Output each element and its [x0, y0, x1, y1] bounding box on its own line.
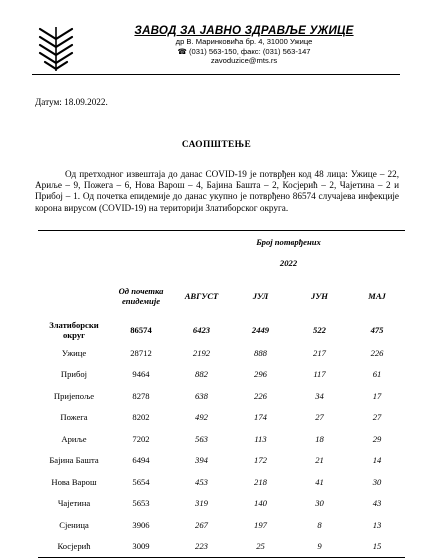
table-row — [38, 514, 405, 536]
table-column-header-row — [38, 274, 405, 318]
announcement-paragraph — [35, 169, 399, 214]
table-row — [38, 536, 405, 558]
value-cell: 563 — [195, 433, 208, 444]
value-cell: 21 — [315, 455, 324, 466]
table-row — [38, 428, 405, 450]
value-cell: 17 — [372, 390, 382, 401]
table-total-row — [38, 318, 405, 342]
value-cell: 267 — [195, 519, 208, 530]
table-year-row — [38, 253, 405, 275]
group-header-cell: Број потврђених — [256, 236, 321, 247]
value-cell: 226 — [370, 347, 384, 358]
value-cell: 28712 — [130, 347, 152, 358]
document-title: САОПШТЕЊЕ — [181, 140, 252, 150]
value-cell: 117 — [313, 369, 326, 380]
value-cell: 172 — [254, 455, 267, 466]
value-cell: 27 — [372, 412, 382, 423]
value-cell: 394 — [195, 455, 208, 466]
value-cell: 217 — [313, 347, 326, 358]
value-cell: 43 — [372, 498, 382, 509]
row-name-cell: Косјерић — [38, 536, 110, 558]
value-cell: 2449 — [251, 325, 270, 335]
table-row — [38, 471, 405, 493]
value-cell: 30 — [315, 498, 324, 509]
value-cell: 7202 — [132, 433, 150, 444]
row-name-cell: Пожега — [60, 412, 88, 423]
value-cell: 223 — [172, 536, 231, 558]
table-row — [38, 450, 405, 472]
row-name-cell: Сјеница — [59, 519, 89, 530]
value-cell: 30 — [372, 476, 382, 487]
value-cell: 27 — [315, 412, 324, 423]
value-cell: 3009 — [110, 536, 172, 558]
year-cell: 2022 — [279, 258, 298, 269]
col-header-month: АВГУСТ — [184, 291, 219, 301]
col-header-month: МАЈ — [368, 291, 386, 301]
cases-table — [38, 230, 405, 558]
col-header-month: ЈУЛ — [252, 291, 269, 301]
value-cell: 9464 — [132, 369, 150, 380]
row-name-cell: Бајина Башта — [49, 455, 99, 466]
value-cell: 492 — [195, 412, 208, 423]
value-cell: 8 — [317, 519, 322, 530]
value-cell: 475 — [370, 325, 384, 335]
table-row — [38, 493, 405, 515]
row-name-cell: Златиборски округ — [49, 320, 99, 340]
value-cell: 6494 — [132, 455, 150, 466]
value-cell: 218 — [254, 476, 267, 487]
institution-block — [90, 24, 398, 66]
table-row — [38, 342, 405, 364]
value-cell: 14 — [372, 455, 382, 466]
value-cell: 2192 — [192, 347, 211, 358]
row-name-cell: Пријепоље — [53, 390, 95, 401]
table-row — [38, 385, 405, 407]
col-header-total: Од почетка епидемије — [118, 286, 164, 306]
value-cell: 882 — [195, 369, 208, 380]
letterhead — [32, 22, 400, 75]
value-cell: 3906 — [132, 519, 150, 530]
institution-email: zavoduzice@mts.rs — [210, 56, 278, 66]
value-cell: 319 — [195, 498, 208, 509]
document-date: Датум: 18.09.2022. — [35, 97, 108, 107]
value-cell: 15 — [349, 536, 405, 558]
table-row — [38, 364, 405, 386]
col-header-month: ЈУН — [311, 291, 328, 301]
institution-name: ЗАВОД ЗА ЈАВНО ЗДРАВЉЕ УЖИЦЕ — [134, 24, 354, 37]
value-cell: 113 — [254, 433, 267, 444]
value-cell: 9 — [290, 536, 349, 558]
value-cell: 29 — [372, 433, 382, 444]
institution-phone: ☎ (031) 563-150, факс: (031) 563-147 — [177, 46, 311, 56]
value-cell: 5654 — [132, 476, 150, 487]
value-cell: 174 — [254, 412, 267, 423]
value-cell: 25 — [231, 536, 290, 558]
institute-logo-icon — [36, 25, 76, 73]
row-name-cell: Нова Варош — [51, 476, 97, 487]
announcement-text: Од претходног извештаја до данас COVID-19 је потврђен код 48 лица: Ужице – 22, Ариље – 9, Пожега – 6, Нова Варош – 4, Бајина Башта – 2, Косјерић – 2, Чајетина – 2 и Прибој – 1. Од почетка епидемије до данас укупно је потврђено 86574 случајева инфекције корона вирусом (COVID-19) на територији Златиборског округа. — [35, 169, 399, 213]
table-group-header-row — [38, 231, 405, 253]
value-cell: 296 — [254, 369, 267, 380]
value-cell: 86574 — [130, 325, 152, 335]
value-cell: 453 — [195, 476, 208, 487]
value-cell: 13 — [372, 519, 382, 530]
value-cell: 18 — [315, 433, 324, 444]
value-cell: 6423 — [192, 325, 211, 335]
value-cell: 41 — [315, 476, 324, 487]
row-name-cell: Чајетина — [57, 498, 91, 509]
row-name-cell: Ариље — [61, 433, 87, 444]
row-name-cell: Ужице — [61, 347, 87, 358]
value-cell: 8278 — [132, 390, 150, 401]
value-cell: 5653 — [132, 498, 150, 509]
row-name-cell: Прибој — [60, 369, 88, 380]
value-cell: 226 — [254, 390, 267, 401]
value-cell: 522 — [313, 325, 326, 335]
table-row — [38, 407, 405, 429]
value-cell: 8202 — [132, 412, 150, 423]
value-cell: 61 — [372, 369, 382, 380]
value-cell: 140 — [254, 498, 267, 509]
value-cell: 197 — [254, 519, 267, 530]
institution-address: др В. Маринковића бр. 4, 31000 Ужице — [175, 37, 313, 46]
value-cell: 888 — [254, 347, 267, 358]
value-cell: 34 — [315, 390, 324, 401]
value-cell: 638 — [195, 390, 208, 401]
